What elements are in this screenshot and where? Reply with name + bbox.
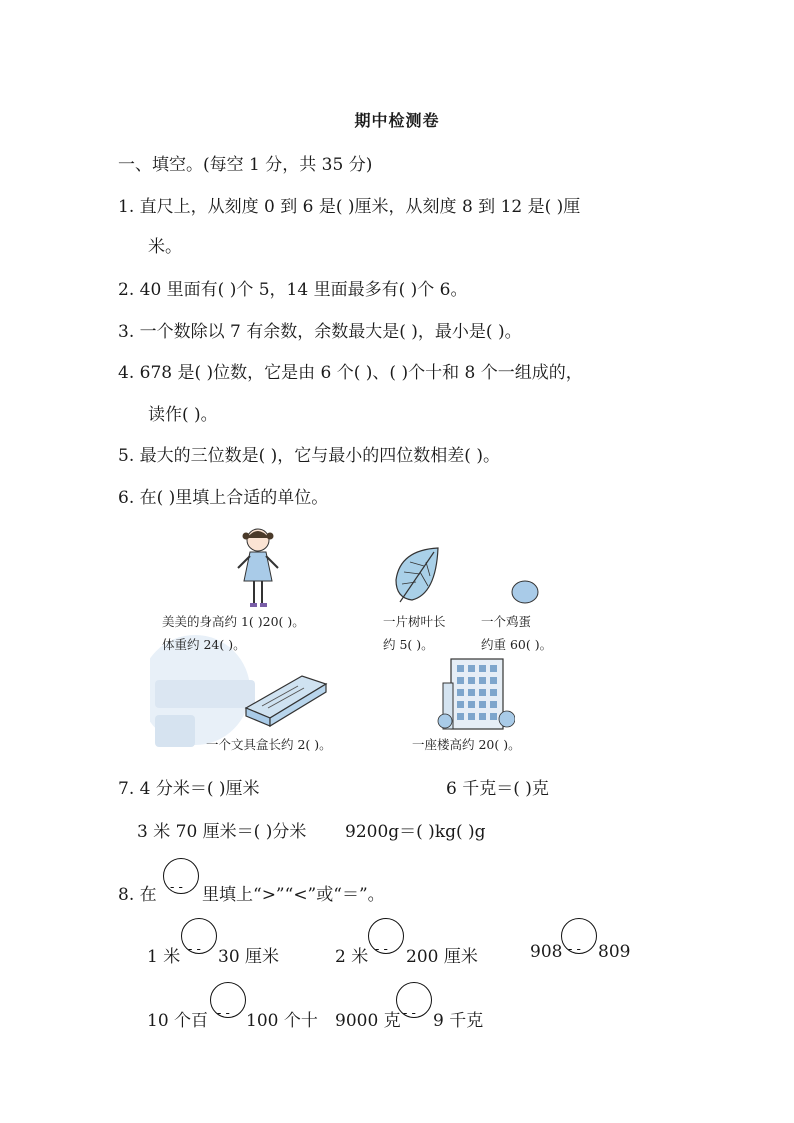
compare-3-left: 908 bbox=[530, 942, 563, 962]
pencil-box-caption: 一个文具盒长约 2( )。 bbox=[206, 737, 332, 752]
compare-5-dash: - - bbox=[403, 1006, 416, 1021]
leaf-caption-2: 约 5( )。 bbox=[383, 637, 434, 652]
leaf-illustration bbox=[390, 546, 442, 606]
page-title: 期中检测卷 bbox=[354, 111, 440, 130]
girl-illustration bbox=[232, 526, 284, 612]
question-7b: 6 千克＝( )克 bbox=[446, 779, 549, 799]
egg-caption-2: 约重 60( )。 bbox=[481, 637, 553, 652]
compare-1-dash: - - bbox=[188, 942, 201, 957]
section-heading: 一、填空。(每空 1 分，共 35 分) bbox=[118, 155, 373, 175]
compare-5-right: 9 千克 bbox=[433, 1011, 484, 1031]
question-1-line-1: 1. 直尺上，从刻度 0 到 6 是( )厘米，从刻度 8 到 12 是( )厘 bbox=[118, 197, 581, 217]
compare-4-dash: - - bbox=[217, 1006, 230, 1021]
question-7a: 7. 4 分米＝( )厘米 bbox=[118, 779, 260, 799]
question-2: 2. 40 里面有( )个 5，14 里面最多有( )个 6。 bbox=[118, 280, 468, 300]
question-1-line-2: 米。 bbox=[148, 237, 182, 257]
question-4-line-1: 4. 678 是( )位数，它是由 6 个( )、( )个十和 8 个一组成的， bbox=[118, 363, 583, 383]
building-caption: 一座楼高约 20( )。 bbox=[412, 737, 521, 752]
question-3: 3. 一个数除以 7 有余数，余数最大是( )，最小是( )。 bbox=[118, 322, 522, 342]
compare-1-left: 1 米 bbox=[147, 947, 181, 967]
compare-2-right: 200 厘米 bbox=[406, 947, 478, 967]
pencil-box-illustration bbox=[242, 668, 328, 730]
compare-5-left: 9000 克 bbox=[335, 1011, 401, 1031]
question-7c: 3 米 70 厘米＝( )分米 bbox=[137, 822, 307, 842]
compare-3-dash: - - bbox=[568, 942, 581, 957]
girl-caption-2: 体重约 24( )。 bbox=[162, 637, 246, 652]
compare-4-right: 100 个十 bbox=[246, 1011, 318, 1031]
compare-1-right: 30 厘米 bbox=[218, 947, 280, 967]
circle-dash: - - bbox=[170, 880, 183, 895]
question-7d: 9200g＝( )kg( )g bbox=[345, 822, 486, 842]
compare-4-left: 10 个百 bbox=[147, 1011, 209, 1031]
question-6: 6. 在( )里填上合适的单位。 bbox=[118, 488, 329, 508]
question-4-line-2: 读作( )。 bbox=[148, 405, 218, 425]
question-8-prefix: 8. 在 bbox=[118, 885, 157, 905]
question-5: 5. 最大的三位数是( )，它与最小的四位数相差( )。 bbox=[118, 446, 500, 466]
compare-2-left: 2 米 bbox=[335, 947, 369, 967]
egg-caption-1: 一个鸡蛋 bbox=[481, 614, 532, 629]
compare-2-dash: - - bbox=[375, 942, 388, 957]
egg-illustration bbox=[510, 578, 540, 606]
building-illustration bbox=[437, 655, 515, 731]
compare-3-right: 809 bbox=[598, 942, 631, 962]
question-8-suffix: 里填上“>”“<”或“＝”。 bbox=[202, 885, 385, 905]
leaf-caption-1: 一片树叶长 bbox=[383, 614, 446, 629]
girl-caption-1: 美美的身高约 1( )20( )。 bbox=[162, 614, 305, 629]
